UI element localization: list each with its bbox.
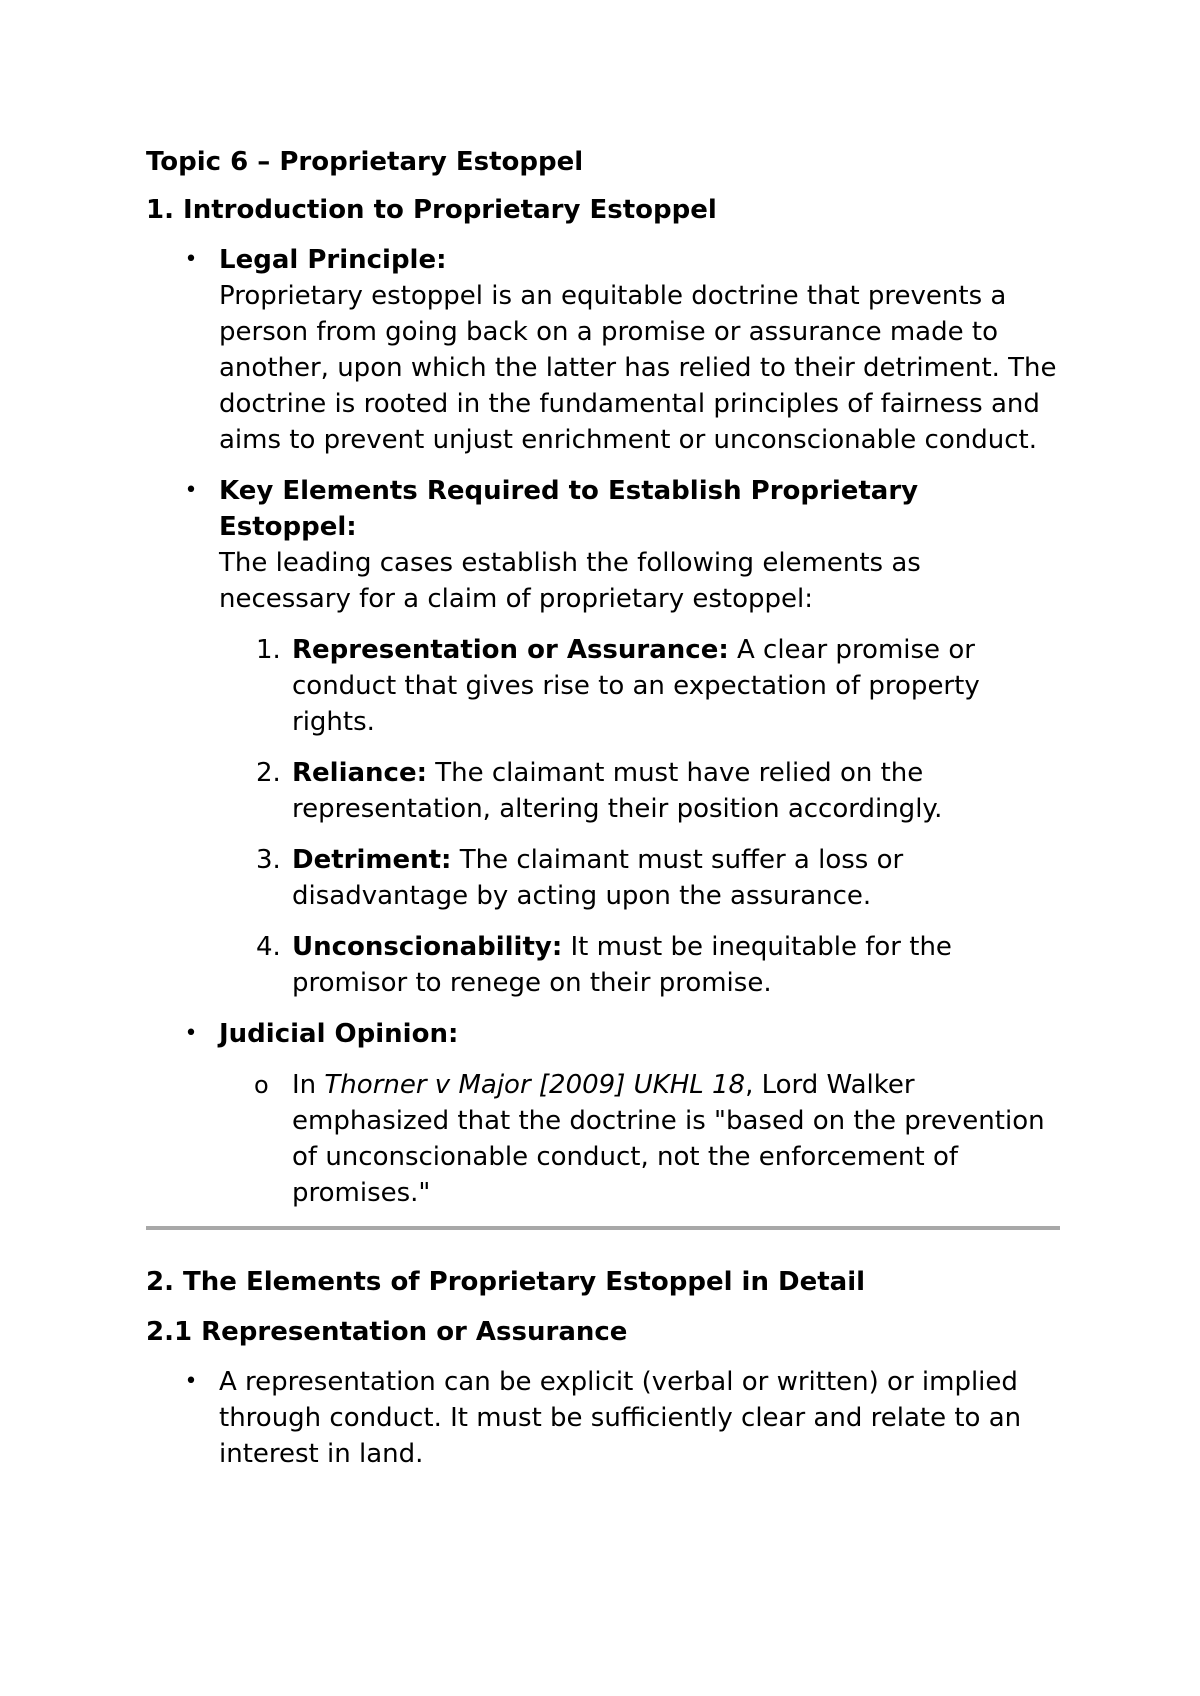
judicial-opinion-label: Judicial Opinion: xyxy=(219,1019,459,1049)
list-item xyxy=(184,473,1060,1001)
document-title: Topic 6 – Proprietary Estoppel xyxy=(146,147,584,177)
horizontal-divider xyxy=(146,1226,1060,1230)
list-item xyxy=(254,1067,1060,1211)
list-item xyxy=(184,1016,1060,1211)
element-text: The claimant must suffer a loss or disadvantage by acting upon the assurance. xyxy=(292,845,904,911)
list-number: 3. xyxy=(256,845,281,875)
section-2-1-heading: 2.1 Representation or Assurance xyxy=(146,1317,628,1347)
bullet-icon: • xyxy=(184,247,198,272)
list-item xyxy=(256,755,1060,827)
case-citation: Thorner v Major [2009] UKHL 18 xyxy=(324,1070,746,1100)
bullet-icon: • xyxy=(184,1021,198,1046)
list-item xyxy=(184,242,1060,458)
list-number: 2. xyxy=(256,758,281,788)
opinion-prefix: In xyxy=(292,1070,325,1100)
section-2-heading: 2. The Elements of Proprietary Estoppel in Detail xyxy=(146,1267,866,1297)
element-label: Detriment: xyxy=(292,845,452,875)
key-elements-text: The leading cases establish the following elements as necessary for a claim of proprietary estoppel: xyxy=(219,548,921,614)
section-1-bullet-list xyxy=(146,242,1060,1211)
circle-bullet-icon: o xyxy=(254,1071,269,1099)
legal-principle-label: Legal Principle: xyxy=(219,245,447,275)
element-label: Reliance: xyxy=(292,758,427,788)
key-elements-numbered-list xyxy=(219,632,1060,1001)
element-label: Representation or Assurance: xyxy=(292,635,729,665)
judicial-opinion-list xyxy=(219,1067,1060,1211)
list-number: 4. xyxy=(256,932,281,962)
list-item xyxy=(184,1364,1060,1472)
list-number: 1. xyxy=(256,635,281,665)
list-item xyxy=(256,929,1060,1001)
bullet-icon: • xyxy=(184,478,198,503)
element-text: It must be inequitable for the promisor to renege on their promise. xyxy=(292,932,952,998)
opinion-text: , Lord Walker emphasized that the doctrine is "based on the prevention of unconscionable conduct, not the enforcement of promises." xyxy=(292,1070,1045,1208)
key-elements-label: Key Elements Required to Establish Proprietary Estoppel: xyxy=(219,476,919,542)
legal-principle-text: Proprietary estoppel is an equitable doctrine that prevents a person from going back on a promise or assurance made to another, upon which the latter has relied to their detriment. The doctrine is rooted in the fundamental principles of fairness and aims to prevent unjust enrichment or unconscionable conduct. xyxy=(219,281,1057,455)
section-1-heading: 1. Introduction to Proprietary Estoppel xyxy=(146,195,717,225)
element-text: The claimant must have relied on the representation, altering their position accordingly. xyxy=(292,758,943,824)
representation-text: A representation can be explicit (verbal or written) or implied through conduct. It must be sufficiently clear and relate to an interest in land. xyxy=(219,1367,1022,1469)
element-text: A clear promise or conduct that gives rise to an expectation of property rights. xyxy=(292,635,980,737)
bullet-icon: • xyxy=(184,1369,198,1394)
list-item xyxy=(256,842,1060,914)
element-label: Unconscionability: xyxy=(292,932,563,962)
section-2-1-bullet-list xyxy=(146,1364,1060,1472)
list-item xyxy=(256,632,1060,740)
